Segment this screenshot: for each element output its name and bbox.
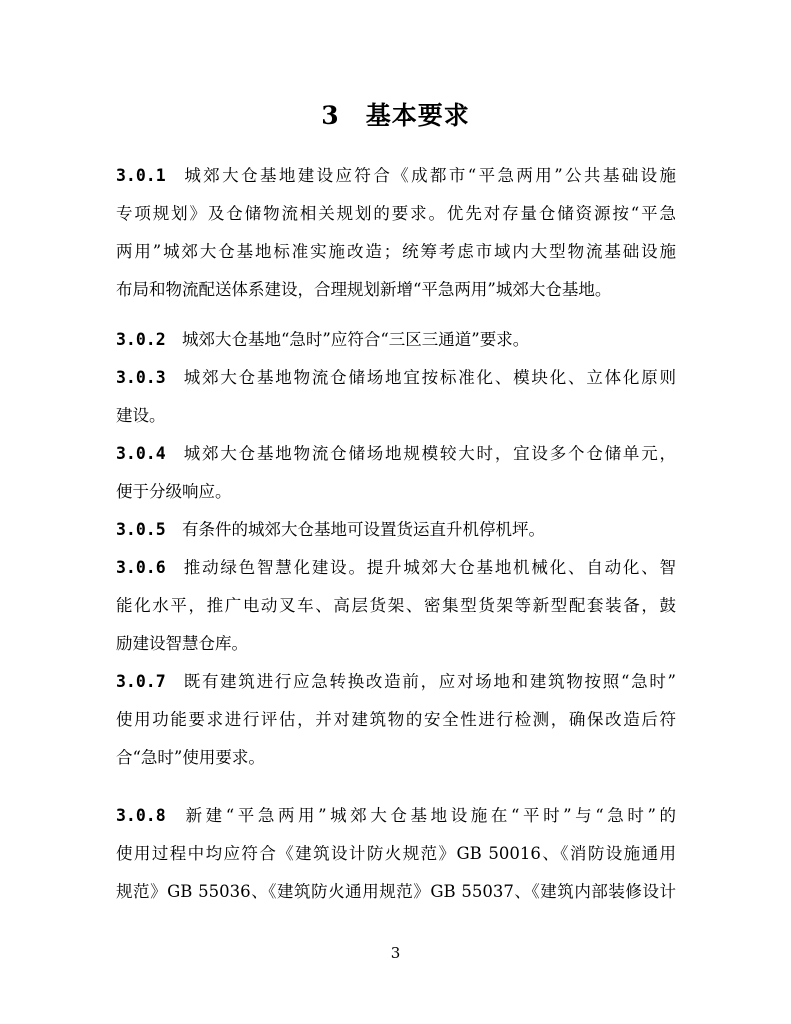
clause-text: 城郊大仓基地建设应符合《成都市“平急两用”公共基础设施 (182, 166, 676, 185)
clause-text: 便于分级响应。 (116, 482, 232, 501)
clause-number: 3.0.5 (116, 520, 166, 539)
clause-line (116, 157, 676, 195)
section-number: 3 (321, 101, 340, 130)
clause-text: 推动绿色智慧化建设。提升城郊大仓基地机械化、自动化、智 (182, 558, 676, 577)
clause-line (116, 739, 676, 777)
clause-number: 3.0.7 (116, 672, 166, 691)
section-title (0, 96, 791, 132)
clause-text: 两用”城郊大仓基地标准实施改造；统筹考虑市域内大型物流基础设施 (116, 242, 676, 261)
clause-line (116, 271, 676, 309)
clause-number: 3.0.8 (116, 806, 166, 825)
page-number: 3 (390, 944, 401, 962)
clause-text: 城郊大仓基地物流仓储场地规模较大时，宜设多个仓储单元， (182, 444, 676, 463)
clause-line (116, 587, 676, 625)
clause-number: 3.0.6 (116, 558, 166, 577)
clause-text: 使用功能要求进行评估，并对建筑物的安全性进行检测，确保改造后符 (116, 710, 676, 729)
clause-line (116, 797, 676, 835)
clause-text: 既有建筑进行应急转换改造前，应对场地和建筑物按照“急时” (182, 672, 676, 691)
clause-line (116, 701, 676, 739)
clause-3-0-4 (116, 435, 676, 511)
clause-number: 3.0.3 (116, 368, 166, 387)
clause-line (116, 663, 676, 701)
clause-text: 城郊大仓基地物流仓储场地宜按标准化、模块化、立体化原则 (182, 368, 676, 387)
clause-text: 布局和物流配送体系建设，合理规划新增“平急两用”城郊大仓基地。 (116, 280, 612, 299)
clause-number: 3.0.2 (116, 330, 166, 349)
clause-3-0-6 (116, 549, 676, 663)
clause-text: 建设。 (116, 406, 166, 425)
clause-text: 专项规划》及仓储物流相关规划的要求。优先对存量仓储资源按“平急 (116, 204, 676, 223)
clause-3-0-7 (116, 663, 676, 777)
clause-text: 新建“平急两用”城郊大仓基地设施在“平时”与“急时”的 (182, 806, 676, 825)
clause-line (116, 233, 676, 271)
section-heading: 基本要求 (365, 101, 470, 130)
clause-line (116, 195, 676, 233)
clause-line (116, 359, 676, 397)
clause-text: 有条件的城郊大仓基地可设置货运直升机停机坪。 (182, 520, 545, 539)
clause-line (116, 397, 676, 435)
clause-line (116, 835, 676, 873)
clause-line (116, 473, 676, 511)
clause-number: 3.0.1 (116, 166, 166, 185)
clause-3-0-5 (116, 511, 676, 549)
clause-line (116, 873, 676, 911)
clause-line (116, 549, 676, 587)
clause-text: 合“急时”使用要求。 (116, 748, 265, 767)
clause-line (116, 321, 676, 359)
clause-3-0-8 (116, 797, 676, 911)
clause-line (116, 435, 676, 473)
clause-text: 城郊大仓基地“急时”应符合“三区三通道”要求。 (182, 330, 530, 349)
clause-3-0-2 (116, 321, 676, 359)
clause-3-0-1 (116, 157, 676, 309)
clause-line (116, 625, 676, 663)
clause-text: 励建设智慧仓库。 (116, 634, 248, 653)
clause-3-0-3 (116, 359, 676, 435)
clause-text: 规范》GB 55036、《建筑防火通用规范》GB 55037、《建筑内部装修设计 (116, 882, 676, 901)
clause-text: 能化水平，推广电动叉车、高层货架、密集型货架等新型配套装备，鼓 (116, 596, 676, 615)
clause-text: 使用过程中均应符合《建筑设计防火规范》GB 50016、《消防设施通用 (116, 844, 676, 863)
clause-line (116, 511, 676, 549)
clause-number: 3.0.4 (116, 444, 166, 463)
